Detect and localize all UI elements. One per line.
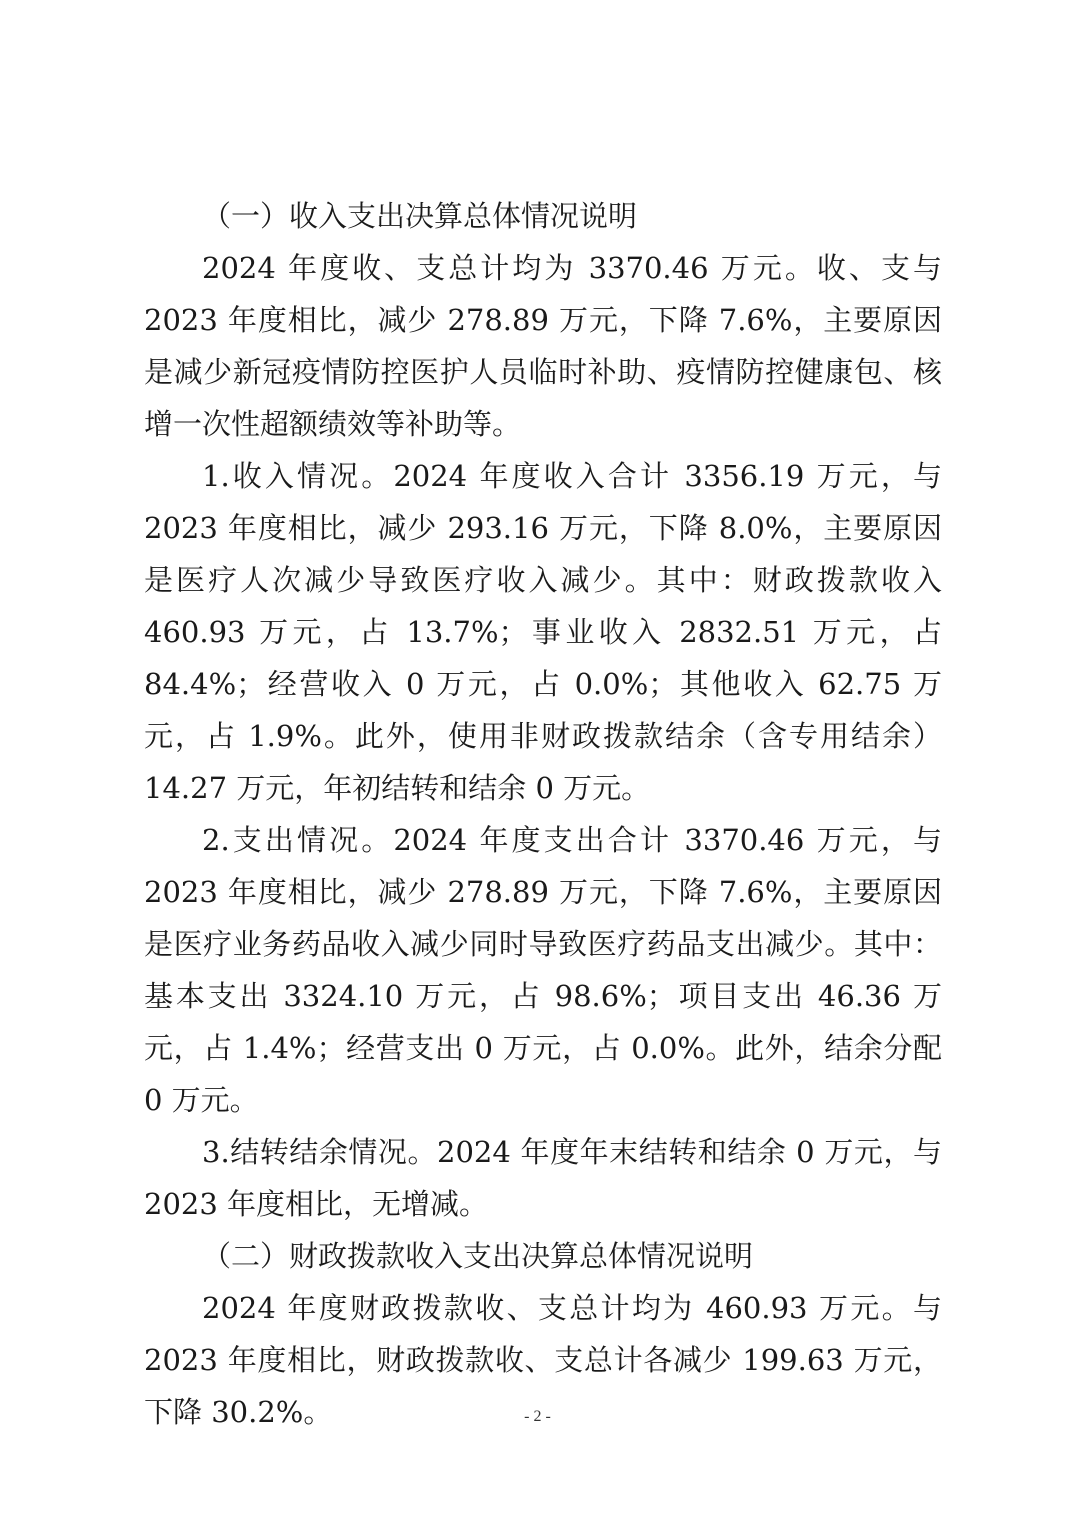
section-heading-1: （一）收入支出决算总体情况说明 [202,199,638,233]
paragraph-expenditure: 2.支出情况。2024 年度支出合计 3370.46 万元，与 2023 年度相比，减少 278.89 万元，下降 7.6%，主要原因是医疗业务药品收入减少同时导致医疗药品支出减少。其中：基本支出 3324.10 万元，占 98.6%；项目支出 46.36 万元，占 1.4%；经营支出 0 万元，占 0.0%。此外，结余分配 0 万元。 [144,823,942,1117]
paragraph-income: 1.收入情况。2024 年度收入合计 3356.19 万元，与 2023 年度相比，减少 293.16 万元，下降 8.0%，主要原因是医疗人次减少导致医疗收入减少。其中：财政拨款收入 460.93 万元，占 13.7%；事业收入 2832.51 万元，占 84.4%；经营收入 0 万元，占 0.0%；其他收入 62.75 万元，占 1.9%。此外，使用非财政拨款结余（含专用结余）14.27 万元，年初结转和结余 0 万元。 [144,459,942,805]
paragraph-balance: 3.结转结余情况。2024 年度年末结转和结余 0 万元，与 2023 年度相比，无增减。 [144,1135,942,1221]
paragraph-fiscal-appropriation: 2024 年度财政拨款收、支总计均为 460.93 万元。与 2023 年度相比，财政拨款收、支总计各减少 199.63 万元，下降 30.2%。 [144,1291,942,1429]
page-number: - 2 - [524,1408,551,1425]
section-heading-2: （二）财政拨款收入支出决算总体情况说明 [202,1239,754,1273]
paragraph-overview: 2024 年度收、支总计均为 3370.46 万元。收、支与 2023 年度相比，减少 278.89 万元，下降 7.6%，主要原因是减少新冠疫情防控医护人员临时补助、疫情防控健康包、核增一次性超额绩效等补助等。 [144,251,942,441]
document-body [144,190,942,1438]
